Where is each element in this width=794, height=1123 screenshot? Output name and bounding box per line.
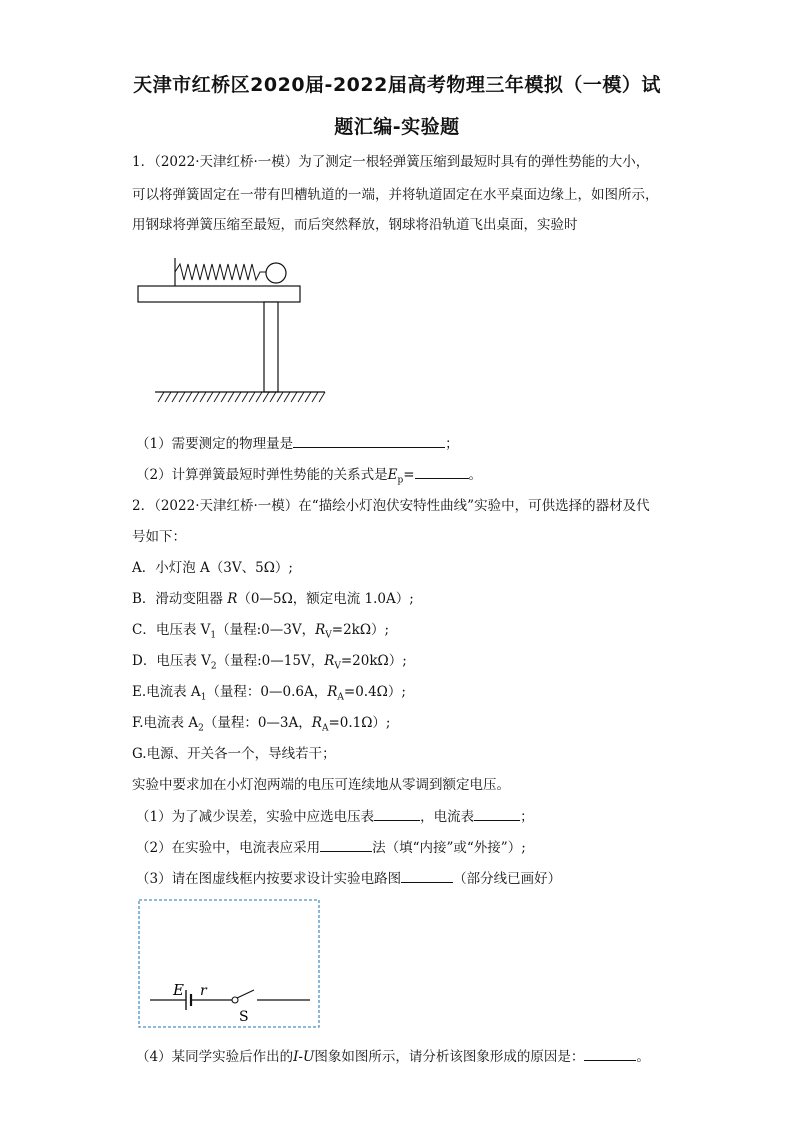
q1-sub1-text: （1）需要测定的物理量是 bbox=[136, 436, 294, 452]
q1-intro-line-2: 可以将弹簧固定在一带有凹槽轨道的一端，并将轨道固定在水平桌面边缘上，如图所示， bbox=[132, 187, 659, 203]
q2-optC-mid: （量程:0—3V， bbox=[216, 622, 316, 638]
q2-subquestion-4 bbox=[136, 1045, 650, 1065]
q1-sub1-suffix: ； bbox=[445, 436, 459, 452]
q2-optC-prefix: C．电压表 V bbox=[132, 622, 211, 638]
q2-optD-mid: （量程:0—15V， bbox=[216, 653, 325, 669]
q2-sub4-var: I-U bbox=[293, 1049, 315, 1065]
q1-sub2-var: E bbox=[387, 467, 398, 483]
q2-intro-line-2: 号如下： bbox=[132, 529, 186, 545]
q2-option-g: G.电源、开关各一个，导线若干； bbox=[132, 746, 336, 762]
q2-intro-line-1: 2．（2022·天津红桥·一模）在“描绘小灯泡伏安特性曲线”实验中，可供选择的器材及代 bbox=[132, 498, 650, 514]
q1-subquestion-1 bbox=[136, 432, 459, 452]
q1-sub2-eq: = bbox=[403, 467, 415, 483]
q2-optD-suffix: =20kΩ）; bbox=[340, 653, 407, 669]
q2-optB-suffix: （0—5Ω，额定电流 1.0A）; bbox=[237, 591, 414, 607]
q2-sub3-a: （3）请在图虚线框内按要求设计实验电路图 bbox=[136, 871, 402, 887]
q2-optD-var: R bbox=[324, 653, 335, 669]
q1-sub1-blank[interactable] bbox=[293, 433, 445, 448]
q2-option-c bbox=[132, 618, 389, 641]
q1-subquestion-2 bbox=[136, 463, 482, 486]
q2-optE-mid: （量程：0—0.6A， bbox=[206, 684, 328, 700]
q2-option-f bbox=[132, 711, 390, 734]
q2-subquestion-3 bbox=[136, 867, 561, 887]
q2-option-e bbox=[132, 680, 406, 703]
q2-optF-mid: （量程：0—3A， bbox=[203, 715, 312, 731]
q2-optD-sub: 2 bbox=[210, 661, 217, 672]
q2-sub4-c: 。 bbox=[636, 1049, 650, 1065]
circuit-dashed-frame[interactable] bbox=[136, 897, 322, 1031]
q2-optF-varsub: A bbox=[321, 723, 329, 734]
q2-sub1-a: （1）为了减少误差，实验中应选电压表 bbox=[136, 809, 375, 825]
q2-sub2-a: （2）在实验中，电流表应采用 bbox=[136, 840, 321, 856]
q2-sub2-b: 法（填“内接”或“外接”）; bbox=[372, 840, 526, 856]
q1-sub2-text: （2）计算弹簧最短时弹性势能的关系式是 bbox=[136, 467, 388, 483]
q1-sub2-blank[interactable] bbox=[415, 464, 469, 479]
q2-sub4-a: （4）某同学实验后作出的 bbox=[136, 1049, 294, 1065]
q2-optD-prefix: D．电压表 V bbox=[132, 653, 211, 669]
q2-optF-prefix: F.电流表 A bbox=[132, 715, 199, 731]
q2-optC-varsub: V bbox=[325, 630, 332, 641]
q2-sub1-c: ； bbox=[520, 809, 534, 825]
q1-sub2-suffix: 。 bbox=[468, 467, 483, 483]
q2-optC-sub: 1 bbox=[210, 630, 217, 641]
q2-sub4-b: 图象如图所示，请分析该图象形成的原因是： bbox=[314, 1049, 585, 1065]
q2-optC-var: R bbox=[315, 622, 326, 638]
q2-sub3-blank[interactable] bbox=[401, 868, 453, 883]
q2-subquestion-1 bbox=[136, 805, 534, 825]
q2-option-d bbox=[132, 649, 407, 672]
page-title-line-1: 天津市红桥区2020届-2022届高考物理三年模拟（一模）试 bbox=[133, 74, 661, 96]
q2-requirement: 实验中要求加在小灯泡两端的电压可连续地从零调到额定电压。 bbox=[132, 777, 510, 793]
circuit-label-r: r bbox=[200, 983, 207, 999]
q2-subquestion-2 bbox=[136, 836, 526, 856]
q2-optE-sub: 1 bbox=[200, 692, 207, 703]
q2-optF-var: R bbox=[311, 715, 322, 731]
q2-optF-suffix: =0.1Ω）; bbox=[328, 715, 391, 731]
q2-optE-var: R bbox=[327, 684, 338, 700]
q2-optC-suffix: =2kΩ）; bbox=[331, 622, 390, 638]
q2-optB-var: R bbox=[227, 591, 238, 607]
circuit-label-e: E bbox=[173, 981, 184, 999]
q2-optE-suffix: =0.4Ω）; bbox=[343, 684, 406, 700]
q2-optD-varsub: V bbox=[334, 661, 341, 672]
q2-sub1-blank-voltmeter[interactable] bbox=[374, 806, 420, 821]
q2-option-b bbox=[132, 587, 414, 607]
q2-sub4-blank[interactable] bbox=[584, 1046, 636, 1061]
q1-intro-line-3: 用钢球将弹簧压缩至最短，而后突然释放，钢球将沿轨道飞出桌面，实验时 bbox=[132, 217, 578, 233]
circuit-label-s: S bbox=[239, 1009, 249, 1025]
q2-optE-prefix: E.电流表 A bbox=[132, 684, 201, 700]
q2-optF-sub: 2 bbox=[198, 723, 204, 734]
q2-optB-prefix: B．滑动变阻器 bbox=[132, 591, 228, 607]
q2-optE-varsub: A bbox=[337, 692, 344, 703]
q2-option-a: A．小灯泡 A（3V、5Ω）; bbox=[132, 560, 293, 576]
q2-sub1-blank-ammeter[interactable] bbox=[474, 806, 520, 821]
q1-sub2-varsub: p bbox=[397, 475, 404, 486]
page-title-line-2: 题汇编-实验题 bbox=[334, 116, 460, 138]
q1-intro-line-1: 1．（2022·天津红桥·一模）为了测定一根轻弹簧压缩到最短时具有的弹性势能的大小， bbox=[132, 154, 650, 170]
q2-sub3-b: （部分线已画好） bbox=[453, 871, 562, 887]
spring-table-diagram bbox=[130, 250, 330, 410]
q2-sub1-b: ，电流表 bbox=[420, 809, 475, 825]
q2-sub2-blank[interactable] bbox=[320, 837, 372, 852]
